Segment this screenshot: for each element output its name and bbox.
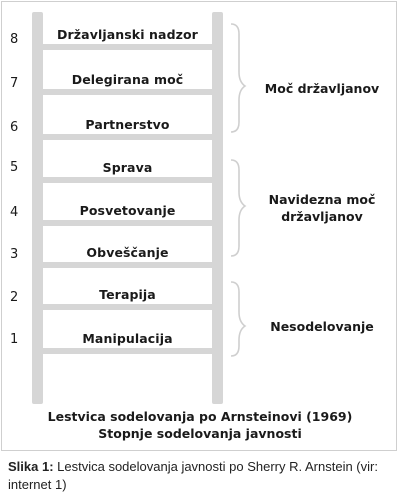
rung-label: Obveščanje bbox=[86, 245, 169, 260]
rung-number: 7 bbox=[10, 76, 19, 91]
rung-number: 5 bbox=[10, 160, 19, 175]
rung-label: Državljanski nadzor bbox=[57, 27, 198, 42]
figure-caption bbox=[8, 458, 394, 494]
rung-label: Sprava bbox=[102, 160, 153, 175]
rung-label: Posvetovanje bbox=[79, 203, 176, 218]
rung-label: Manipulacija bbox=[82, 331, 173, 346]
caption-text: Lestvica sodelovanja javnosti po Sherry R. Arnstein (vir: internet 1) bbox=[8, 459, 378, 492]
rung-number: 3 bbox=[10, 247, 19, 262]
figure-footer-subtitle: Stopnje sodelovanja javnosti bbox=[98, 426, 302, 441]
group-label-line: Moč državljanov bbox=[264, 81, 380, 96]
rung-number: 6 bbox=[10, 120, 19, 135]
rung-label: Delegirana moč bbox=[71, 72, 184, 87]
rung-number: 1 bbox=[10, 332, 19, 347]
group-label-line: Navidezna moč bbox=[268, 192, 376, 207]
group-label-line: državljanov bbox=[281, 209, 363, 224]
figure-panel bbox=[1, 1, 397, 451]
group-label-citizen-power bbox=[242, 80, 400, 97]
figure-footer-title: Lestvica sodelovanja po Arnsteinovi (1969) bbox=[47, 409, 353, 424]
brace-citizen-power bbox=[231, 24, 245, 132]
rung-label: Partnerstvo bbox=[85, 117, 170, 132]
rung-number: 8 bbox=[10, 32, 19, 47]
rung-number: 4 bbox=[10, 205, 19, 220]
rung-number: 2 bbox=[10, 290, 19, 305]
group-braces bbox=[2, 2, 398, 452]
rung-label: Terapija bbox=[99, 287, 156, 302]
group-label-nonparticipation bbox=[242, 318, 400, 335]
caption-label: Slika 1: bbox=[8, 459, 54, 474]
group-label-tokenism bbox=[242, 191, 400, 225]
group-label-line: Nesodelovanje bbox=[270, 319, 374, 334]
